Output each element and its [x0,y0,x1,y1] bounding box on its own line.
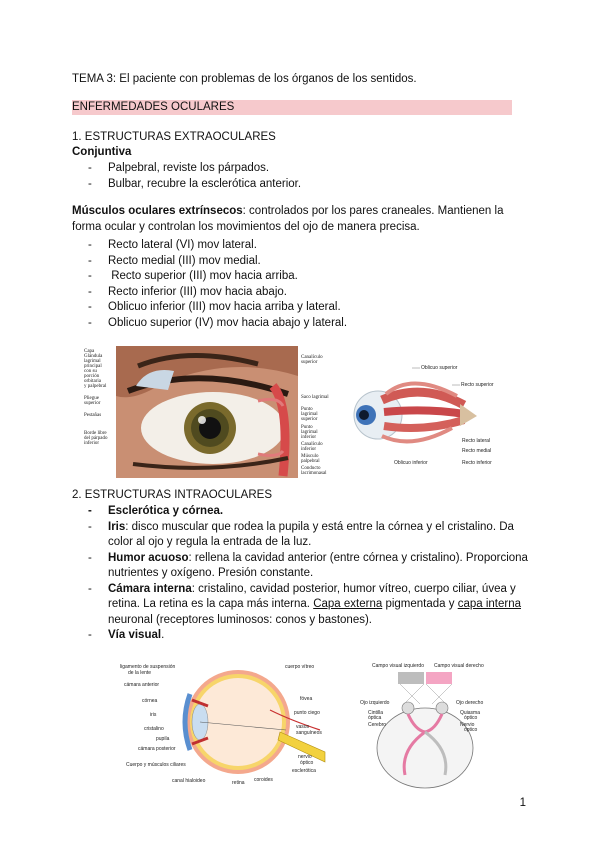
figure-label: cristalino [144,726,164,732]
list-item: - Oblicuo superior (IV) mov hacia abajo y lateral. [88,316,347,332]
figure-label: córnea [142,698,158,704]
list-item [88,520,528,551]
figure-label: Cintilla [368,710,384,716]
extraocular-muscles-figure [352,360,502,470]
figure-label: Oblicuo superior [421,365,458,371]
list-item: - Recto lateral (VI) mov lateral. [88,238,347,254]
musculos-list [88,238,347,331]
list-item [88,628,528,644]
figure-label: óptico [464,715,478,721]
list-item [88,551,528,582]
figure-label: principal [84,364,102,369]
figure-label: inferior [301,435,316,440]
camara-text: neuronal (receptores luminosos: conos y bastones). [108,613,373,626]
figure-label: lagrimal [301,412,318,417]
figure-label: Saco lagrimal [301,395,329,400]
figure-label: Quiasma [460,710,481,716]
figure-label: vasos [296,724,310,730]
figure-label: Campo visual derecho [434,663,484,669]
figure-label: Pestañas [84,413,102,418]
figure-label: Campo visual izquierdo [372,663,424,669]
list-item [88,582,528,629]
page-number: 1 [519,797,526,809]
figure-label: Canalículo [301,442,323,447]
figure-label: Recto medial [462,448,492,454]
figure-label: óptica [368,715,382,721]
figure-label: Recto inferior [462,460,492,466]
capa-interna: capa interna [457,598,521,610]
camara-title: Cámara interna [108,582,192,595]
list-item: - Recto medial (III) mov medial. [88,254,347,270]
humor-text: : rellena la cavidad anterior (entre córnea y cristalino). Proporciona nutrientes y oxígeno. Presión constante. [108,551,528,579]
figure-label: Pliegue [84,396,99,401]
camara-text: : cristalino, cavidad posterior, humor vítreo, cuerpo ciliar, úvea y retina. La retina es la capa más interna. [108,582,516,610]
figure-label: Punto [301,425,313,430]
punctuation: . [161,629,165,641]
figure-label: Cerebro [368,722,387,728]
capa-externa: Capa externa [313,598,383,610]
visual-pathway-figure [360,660,500,790]
figure-label: nervio [298,754,312,760]
figure-label: Oblicuo inferior [394,460,428,466]
figure-label: lagrimal [301,430,318,435]
figure-label: inferior [301,447,316,452]
document-title: TEMA 3: El paciente con problemas de los órganos de los sentidos. [72,73,417,85]
figure-label: Nervio [460,722,475,728]
figure-label: óptico [464,727,478,733]
figure-label: punto ciego [294,710,320,716]
figure-label: de la lente [128,670,152,676]
figure-label: Punto [301,407,313,412]
figure-label: porción [84,374,100,379]
figure-label: Glándula [84,354,103,359]
figure-label: fóvea [300,696,313,702]
musculos-paragraph [72,204,522,235]
figure-label: palpebral [301,459,320,464]
figure-label: cámara posterior [138,746,176,752]
eye-cross-section-figure [120,660,330,788]
via-visual-title: Vía visual [108,629,162,641]
figure-label: retina [232,780,245,786]
conjuntiva-title: Conjuntiva [72,146,132,158]
figure-label: esclerótica [292,768,316,774]
iris-text: : disco muscular que rodea la pupila y está entre la córnea y el cristalino. Da color al ojo y regula la entrada de la luz. [108,520,514,548]
figure-label: cuerpo vítreo [285,664,315,670]
list-item: - Palpebral, reviste los párpados. [88,161,301,177]
figure-label: óptico [300,760,314,766]
figure-label: Recto superior [461,382,494,388]
intraocular-list [88,504,528,644]
conjuntiva-list [88,161,301,192]
figure-label: Ojo izquierdo [360,700,390,706]
figure-label: Cuerpo y músculos ciliares [126,762,186,768]
list-item: - Oblicuo inferior (III) mov hacia arriba y lateral. [88,300,347,316]
lacrimal-apparatus-figure [78,346,350,478]
figure-label: del párpado [84,436,108,441]
figure-label: lacrimonasal [301,471,327,476]
musculos-text: : controlados por los pares craneales. Mantienen la forma ocular y controlan los movimientos del ojo de manera precisa. [72,205,504,233]
figure-label: superior [301,417,318,422]
musculos-title: Músculos oculares extrínsecos [72,205,243,217]
figure-label: Músculo [301,454,319,459]
list-item: - Recto superior (III) mov hacia arriba. [88,269,347,285]
figure-label: iris [150,712,157,718]
figure-label: sanguíneos [296,730,322,736]
list-item: - Esclerótica y córnea. [88,504,528,520]
figure-label: canal hialoideo [172,778,206,784]
iris-title: Iris [108,520,126,533]
section2-heading: 2. ESTRUCTURAS INTRAOCULARES [72,489,273,501]
figure-label: orbitaria [84,379,101,384]
section-heading: ENFERMEDADES OCULARES [72,101,235,113]
figure-label: superior [84,401,101,406]
figure-label: Canalículo [301,355,323,360]
list-item: - Recto inferior (III) mov hacia abajo. [88,285,347,301]
figure-label: superior [301,360,318,365]
figure-label: Capa [84,349,95,354]
figure-label: inferior [84,441,99,446]
humor-title: Humor acuoso [108,551,189,564]
figure-label: Conducto [301,466,321,471]
figure-label: cámara anterior [124,682,160,688]
figure-label: lagrimal [84,359,101,364]
section1-heading: 1. ESTRUCTURAS EXTRAOCULARES [72,131,276,143]
figure-label: ligamento de suspensión [120,664,176,670]
figure-label: Borde libre [84,431,107,436]
figure-label: con su [84,369,97,374]
figure-label: pupila [156,736,170,742]
figure-label: coroides [254,777,273,783]
figure-label: y palpebral [84,384,107,389]
figure-label: Ojo derecho [456,700,484,706]
camara-text: pigmentada y [382,598,458,610]
figure-label: Recto lateral [462,438,491,444]
list-item: - Bulbar, recubre la esclerótica anterior. [88,177,301,193]
